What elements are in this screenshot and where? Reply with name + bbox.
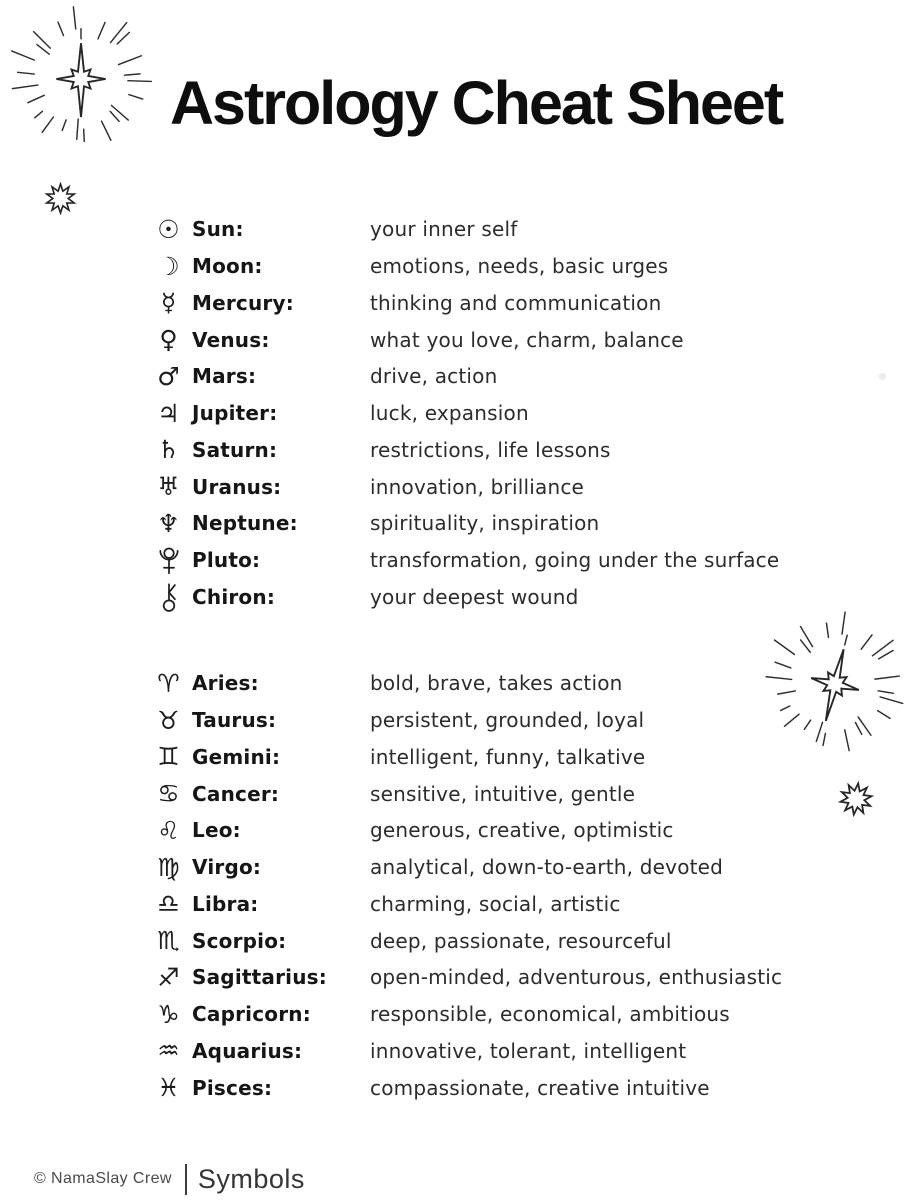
uranus-symbol-icon: ♅ [157, 472, 180, 502]
saturn-meaning: restrictions, life lessons [370, 437, 611, 462]
pluto-symbol-icon [145, 545, 192, 576]
aquarius-symbol-icon: ♒ [157, 1036, 180, 1066]
planets-row-neptune [145, 505, 779, 542]
venus-symbol-icon: ♀ [159, 325, 178, 355]
signs-row-gemini [145, 739, 782, 776]
aries-meaning: bold, brave, takes action [370, 671, 623, 696]
capricorn-name: Capricorn: [192, 1002, 311, 1027]
scorpio-name: Scorpio: [192, 928, 287, 953]
gemini-meaning: intelligent, funny, talkative [370, 744, 646, 769]
planets-row-saturn [145, 432, 779, 469]
moon-meaning: emotions, needs, basic urges [370, 254, 669, 279]
mars-meaning: drive, action [370, 364, 498, 389]
aries-name: Aries: [192, 671, 259, 696]
uranus-name: Uranus: [192, 474, 282, 499]
footer-symbols-label: Symbols [197, 1163, 305, 1194]
planets-row-uranus [145, 468, 779, 505]
mercury-meaning: thinking and communication [370, 290, 662, 315]
signs-row-taurus [145, 702, 782, 739]
neptune-name: Neptune: [192, 511, 298, 536]
planets-row-moon [145, 248, 779, 285]
signs-row-pisces [145, 1069, 782, 1106]
leo-symbol-icon: ♌ [157, 815, 180, 845]
spiky-star-icon [44, 182, 77, 215]
saturn-name: Saturn: [192, 437, 278, 462]
cancer-name: Cancer: [192, 781, 280, 806]
separator-bar-icon [185, 1164, 187, 1195]
mercury-name: Mercury: [192, 290, 294, 315]
jupiter-meaning: luck, expansion [370, 401, 529, 426]
mercury-symbol-icon: ☿ [160, 288, 177, 318]
taurus-symbol-icon: ♉ [157, 705, 180, 735]
planets-row-venus [145, 321, 779, 358]
uranus-meaning: innovation, brilliance [370, 474, 585, 499]
signs-row-leo [145, 812, 782, 849]
sun-name: Sun: [192, 217, 244, 242]
virgo-meaning: analytical, down-to-earth, devoted [370, 855, 724, 880]
neptune-symbol-icon: ♆ [157, 508, 180, 538]
page-title: Astrology Cheat Sheet [170, 69, 783, 137]
planets-row-pluto [145, 542, 779, 579]
mars-symbol-icon: ♂ [157, 361, 180, 391]
sun-meaning: your inner self [370, 217, 518, 242]
sagittarius-name: Sagittarius: [192, 965, 327, 990]
moon-name: Moon: [192, 254, 263, 279]
sun-symbol-icon: ☉ [157, 214, 180, 244]
capricorn-meaning: responsible, economical, ambitious [370, 1002, 730, 1027]
aquarius-meaning: innovative, tolerant, intelligent [370, 1038, 687, 1063]
starburst-icon [5, 3, 157, 155]
aquarius-name: Aquarius: [192, 1038, 303, 1063]
spiky-star-icon [836, 779, 877, 820]
neptune-meaning: spirituality, inspiration [370, 511, 600, 536]
jupiter-name: Jupiter: [192, 401, 278, 426]
aries-symbol-icon: ♈ [157, 668, 180, 698]
signs-row-sagittarius [145, 959, 782, 996]
taurus-name: Taurus: [192, 708, 277, 733]
chiron-name: Chiron: [192, 584, 276, 609]
libra-name: Libra: [192, 891, 259, 916]
signs-row-cancer [145, 775, 782, 812]
signs-row-aries [145, 665, 782, 702]
sagittarius-symbol-icon: ♐ [157, 962, 180, 992]
libra-symbol-icon: ♎ [157, 889, 180, 919]
cancer-meaning: sensitive, intuitive, gentle [370, 781, 636, 806]
libra-meaning: charming, social, artistic [370, 891, 621, 916]
pluto-name: Pluto: [192, 548, 261, 573]
venus-meaning: what you love, charm, balance [370, 327, 684, 352]
signs-row-aquarius [145, 1033, 782, 1070]
gemini-name: Gemini: [192, 744, 281, 769]
chiron-symbol-icon [145, 581, 192, 612]
mars-name: Mars: [192, 364, 257, 389]
planets-row-mercury [145, 285, 779, 322]
signs-row-capricorn [145, 996, 782, 1033]
planets-row-jupiter [145, 395, 779, 432]
virgo-name: Virgo: [192, 855, 262, 880]
pisces-meaning: compassionate, creative intuitive [370, 1075, 710, 1100]
planets-row-sun [145, 211, 779, 248]
signs-row-libra [145, 886, 782, 923]
speck-decoration [879, 373, 886, 380]
signs-row-virgo [145, 849, 782, 886]
moon-symbol-icon: ☽ [157, 251, 180, 281]
leo-name: Leo: [192, 818, 241, 843]
chiron-symbol-icon [158, 581, 180, 612]
pisces-name: Pisces: [192, 1075, 273, 1100]
pisces-symbol-icon: ♓ [157, 1073, 180, 1103]
scorpio-meaning: deep, passionate, resourceful [370, 928, 672, 953]
pluto-symbol-icon [157, 545, 181, 576]
chiron-meaning: your deepest wound [370, 584, 579, 609]
cancer-symbol-icon: ♋ [157, 779, 180, 809]
planets-row-mars [145, 358, 779, 395]
leo-meaning: generous, creative, optimistic [370, 818, 674, 843]
pluto-meaning: transformation, going under the surface [370, 548, 780, 573]
venus-name: Venus: [192, 327, 270, 352]
planets-row-chiron [145, 579, 779, 616]
capricorn-symbol-icon: ♑ [157, 999, 180, 1029]
footer [34, 1160, 305, 1198]
gemini-symbol-icon: ♊ [157, 742, 180, 772]
copyright-text: © NamaSlay Crew [34, 1170, 172, 1187]
planets-list [145, 211, 779, 615]
scorpio-symbol-icon: ♏ [157, 926, 180, 956]
signs-row-scorpio [145, 922, 782, 959]
zodiac-signs-list [145, 665, 782, 1106]
virgo-symbol-icon: ♍ [157, 852, 180, 882]
jupiter-symbol-icon: ♃ [157, 398, 180, 428]
taurus-meaning: persistent, grounded, loyal [370, 708, 645, 733]
saturn-symbol-icon: ♄ [157, 435, 180, 465]
sagittarius-meaning: open-minded, adventurous, enthusiastic [370, 965, 783, 990]
